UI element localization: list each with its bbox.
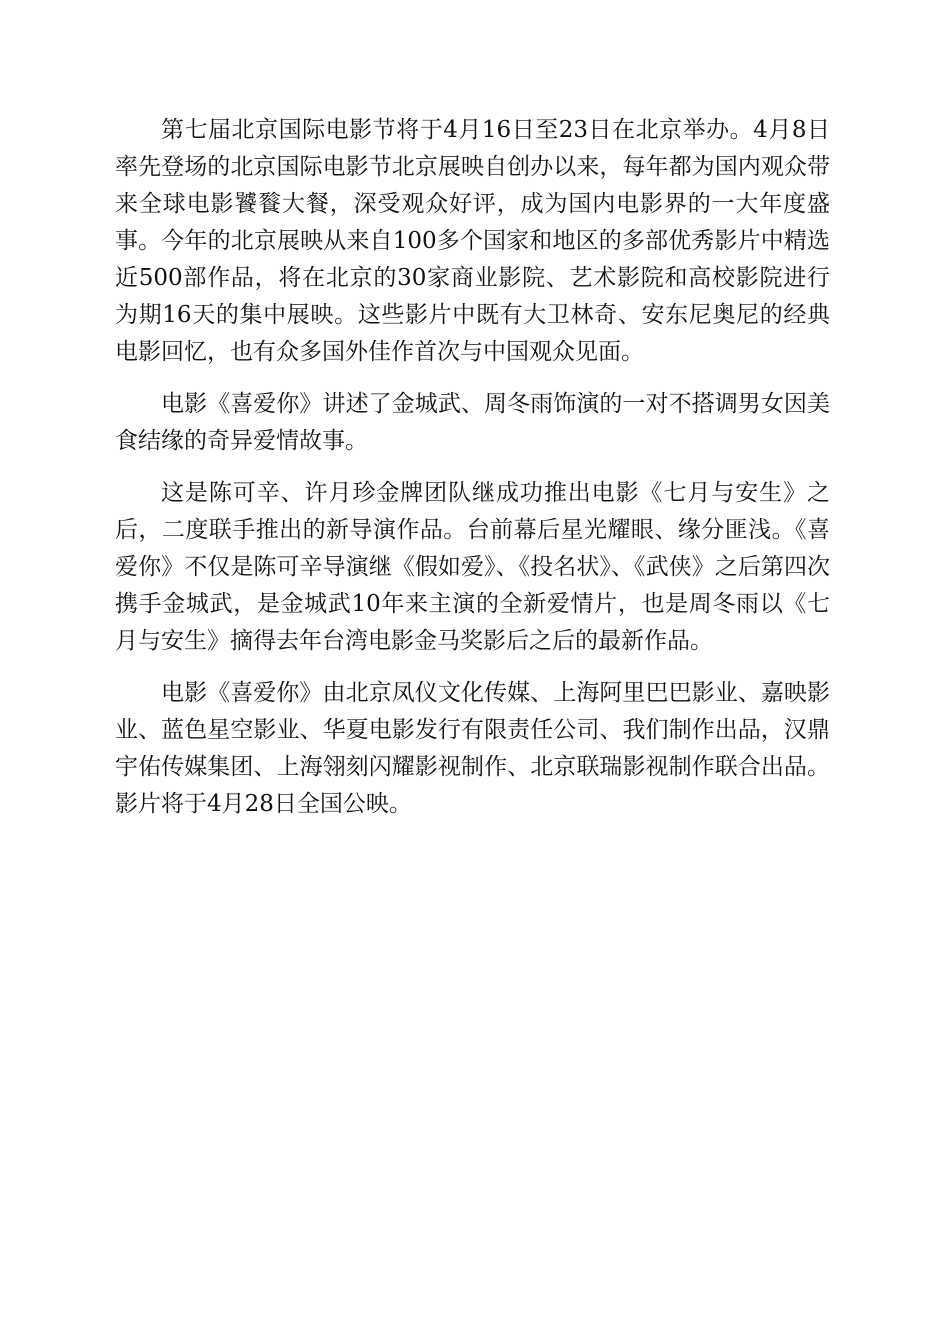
article-body: [115, 112, 830, 838]
paragraph-team: 这是陈可辛、许月珍金牌团队继成功推出电影《七月与安生》之后，二度联手推出的新导演作品。台前幕后星光耀眼、缘分匪浅。《喜爱你》不仅是陈可辛导演继《假如爱》、《投名状》、《武侠》之后第四次携手金城武，是金城武10年来主演的全新爱情片，也是周冬雨以《七月与安生》摘得去年台湾电影金马奖影后之后的最新作品。: [115, 480, 830, 654]
paragraph-film-summary: 电影《喜爱你》讲述了金城武、周冬雨饰演的一对不搭调男女因美食结缘的奇异爱情故事。: [115, 391, 830, 454]
paragraph-producers: 电影《喜爱你》由北京凤仪文化传媒、上海阿里巴巴影业、嘉映影业、蓝色星空影业、华夏电影发行有限责任公司、我们制作出品，汉鼎宇佑传媒集团、上海翎刻闪耀影视制作、北京联瑞影视制作联合出品。影片将于4月28日全国公映。: [115, 680, 830, 817]
paragraph-festival: 第七届北京国际电影节将于4月16日至23日在北京举办。4月8日率先登场的北京国际电影节北京展映自创办以来，每年都为国内观众带来全球电影饕餮大餐，深受观众好评，成为国内电影界的一大年度盛事。今年的北京展映从来自100多个国家和地区的多部优秀影片中精选近500部作品，将在北京的30家商业影院、艺术影院和高校影院进行为期16天的集中展映。这些影片中既有大卫林奇、安东尼奥尼的经典电影回忆，也有众多国外佳作首次与中国观众见面。: [115, 117, 830, 365]
